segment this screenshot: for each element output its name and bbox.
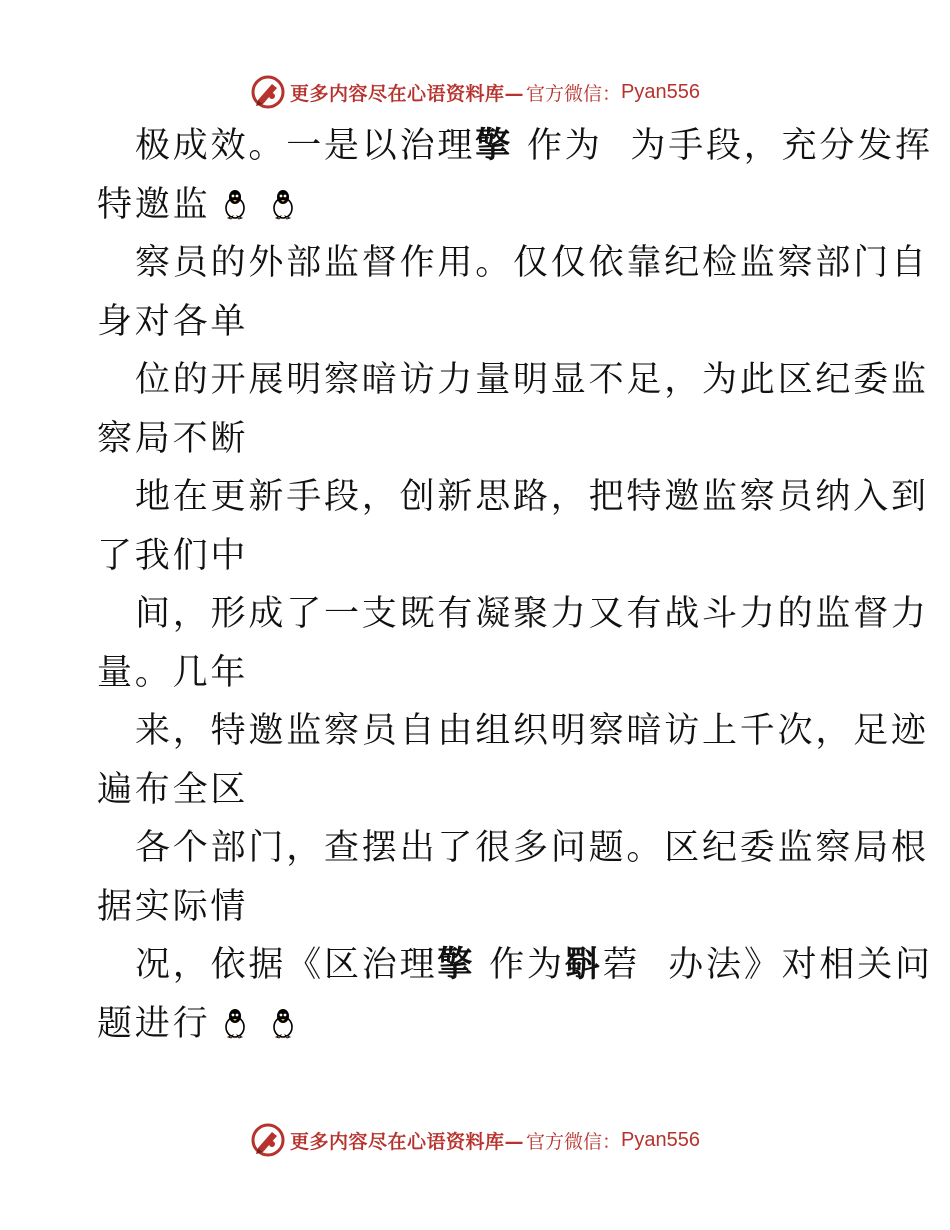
text-line: 间，形成了一支既有凝聚力又有战斗力的监督力: [135, 594, 929, 634]
text-line: 特邀监: [97, 176, 857, 235]
pen-circle-logo-icon: [250, 74, 286, 110]
banner-wechat-label: 官方微信：: [526, 82, 622, 105]
document-body: [97, 117, 933, 1053]
banner-site-text: 更多内容尽在心语资料库—: [290, 82, 525, 105]
banner-site-text: 更多内容尽在心语资料库—: [290, 1130, 525, 1153]
footer-banner: [0, 1120, 950, 1160]
penguin-icon: [222, 1007, 248, 1039]
penguin-icon: [270, 1007, 296, 1039]
text-line: 各个部门，查摆出了很多问题。区纪委监察局根: [135, 828, 929, 868]
banner-wechat-label: 官方微信：: [526, 1130, 622, 1153]
text-line: 况，依据《区治理擎 作为斣菪 办法》对相关问: [135, 945, 933, 985]
text-line: 量。几年: [97, 652, 249, 693]
text-line: 极成效。一是以治理擎 作为 为手段，充分发挥: [135, 126, 933, 166]
text-line: 察局不断: [97, 418, 249, 459]
text-line: 据实际情: [97, 886, 249, 927]
text-line: 了我们中: [97, 535, 249, 576]
penguin-icon: [222, 188, 248, 220]
text-line: 身对各单: [97, 301, 249, 342]
text-line: 地在更新手段，创新思路，把特邀监察员纳入到: [135, 477, 929, 517]
text-line: 来，特邀监察员自由组织明察暗访上千次，足迹: [135, 711, 929, 751]
text-line: 察员的外部监督作用。仅仅依靠纪检监察部门自: [135, 243, 929, 283]
penguin-icon: [270, 188, 296, 220]
pen-circle-logo-icon: [250, 1122, 286, 1158]
text-line: 位的开展明察暗访力量明显不足，为此区纪委监: [135, 360, 929, 400]
banner-wechat-id: Pyan556: [621, 80, 700, 103]
header-banner: [0, 72, 950, 112]
text-line: 题进行: [97, 995, 857, 1054]
text-line: 遍布全区: [97, 769, 249, 810]
banner-wechat-id: Pyan556: [621, 1128, 700, 1151]
